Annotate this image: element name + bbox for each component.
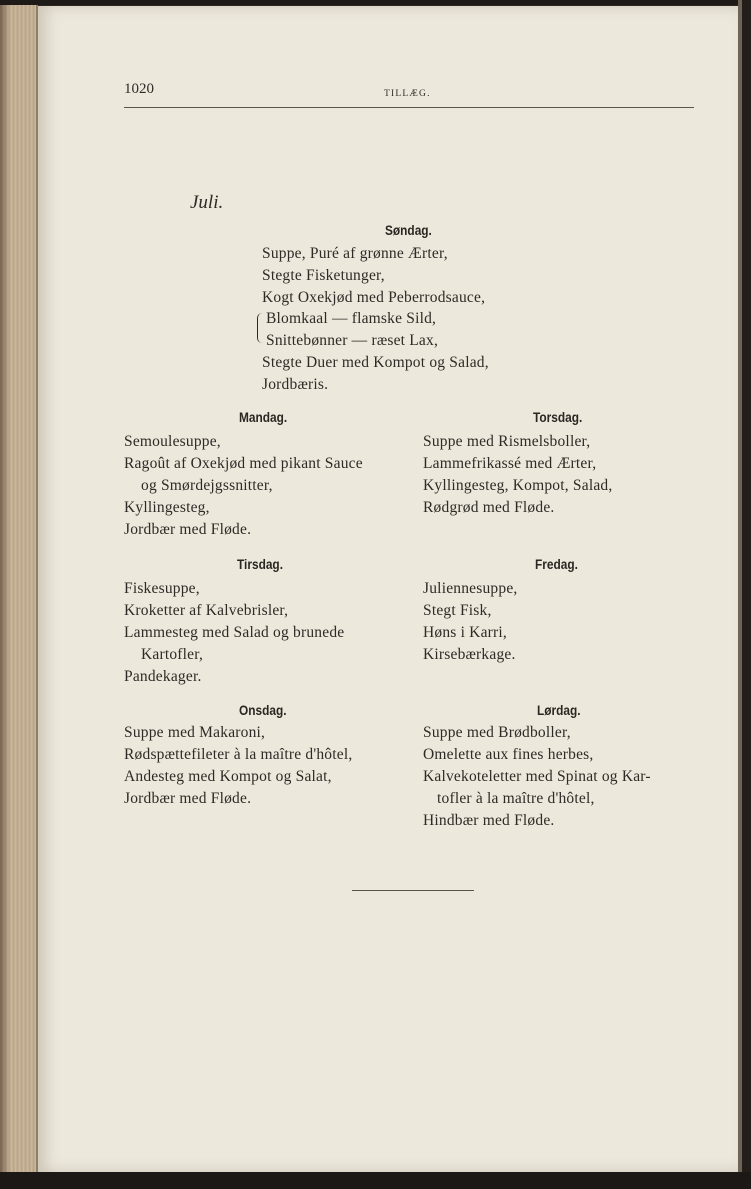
menu-line: Kyllingesteg,: [124, 499, 210, 516]
menu-line: Stegt Fisk,: [423, 602, 492, 619]
scan-top-edge: [0, 0, 751, 5]
scan-bottom-edge: [0, 1172, 751, 1189]
day-title-sunday: Søndag.: [385, 223, 432, 238]
page-number: 1020: [124, 81, 154, 97]
menu-line: Fiskesuppe,: [124, 580, 200, 597]
menu-line: Pandekager.: [124, 668, 202, 685]
day-title-monday: Mandag.: [239, 410, 288, 425]
menu-line: Kogt Oxekjød med Peberrodsauce,: [262, 289, 486, 306]
menu-line: Hindbær med Fløde.: [423, 812, 555, 829]
menu-line: Semoulesuppe,: [124, 433, 221, 450]
menu-line: Blomkaal — flamske Sild,: [266, 310, 437, 327]
menu-line: Jordbæris.: [262, 376, 329, 393]
menu-line: Lammefrikassé med Ærter,: [423, 455, 597, 472]
menu-line: Kirsebærkage.: [423, 646, 516, 663]
day-title-friday: Fredag.: [535, 557, 578, 572]
menu-line: Kroketter af Kalvebrisler,: [124, 602, 289, 619]
menu-line: Jordbær med Fløde.: [124, 521, 252, 538]
menu-line: Rødgrød med Fløde.: [423, 499, 555, 516]
menu-line: Juliennesuppe,: [423, 580, 518, 597]
menu-line: Kartofler,: [141, 646, 204, 663]
menu-line: Suppe med Makaroni,: [124, 724, 266, 741]
menu-line: Lammesteg med Salad og brunede: [124, 624, 345, 641]
day-title-saturday: Lørdag.: [537, 703, 581, 718]
menu-line: Omelette aux fines herbes,: [423, 746, 594, 763]
menu-line: Kyllingesteg, Kompot, Salad,: [423, 477, 613, 494]
menu-line: Kalvekoteletter med Spinat og Kar-: [423, 768, 651, 785]
menu-line: Andesteg med Kompot og Salat,: [124, 768, 332, 785]
menu-line: Suppe med Brødboller,: [423, 724, 571, 741]
menu-line: og Smørdejgssnitter,: [141, 477, 273, 494]
month-title: Juli.: [190, 192, 224, 213]
menu-line: Rødspættefileter à la maître d'hôtel,: [124, 746, 353, 763]
day-title-tuesday: Tirsdag.: [237, 557, 284, 572]
brace-bracket: [257, 313, 262, 343]
menu-line: tofler à la maître d'hôtel,: [437, 790, 595, 807]
menu-line: Jordbær med Fløde.: [124, 790, 252, 807]
scan-right-edge: [738, 0, 751, 1189]
running-title: TILLÆG.: [384, 89, 431, 99]
end-rule: [352, 890, 474, 891]
menu-line: Suppe med Rismelsboller,: [423, 433, 591, 450]
header-rule: [124, 107, 694, 108]
spine-shadow: [0, 5, 10, 1175]
menu-line: Høns i Karri,: [423, 624, 507, 641]
menu-line: Stegte Duer med Kompot og Salad,: [262, 354, 489, 371]
menu-line: Snittebønner — ræset Lax,: [266, 332, 439, 349]
menu-line: Suppe, Puré af grønne Ærter,: [262, 245, 448, 262]
menu-line: Stegte Fisketunger,: [262, 267, 385, 284]
day-title-thursday: Torsdag.: [533, 410, 583, 425]
menu-line: Ragoût af Oxekjød med pikant Sauce: [124, 455, 363, 472]
day-title-wednesday: Onsdag.: [239, 703, 287, 718]
